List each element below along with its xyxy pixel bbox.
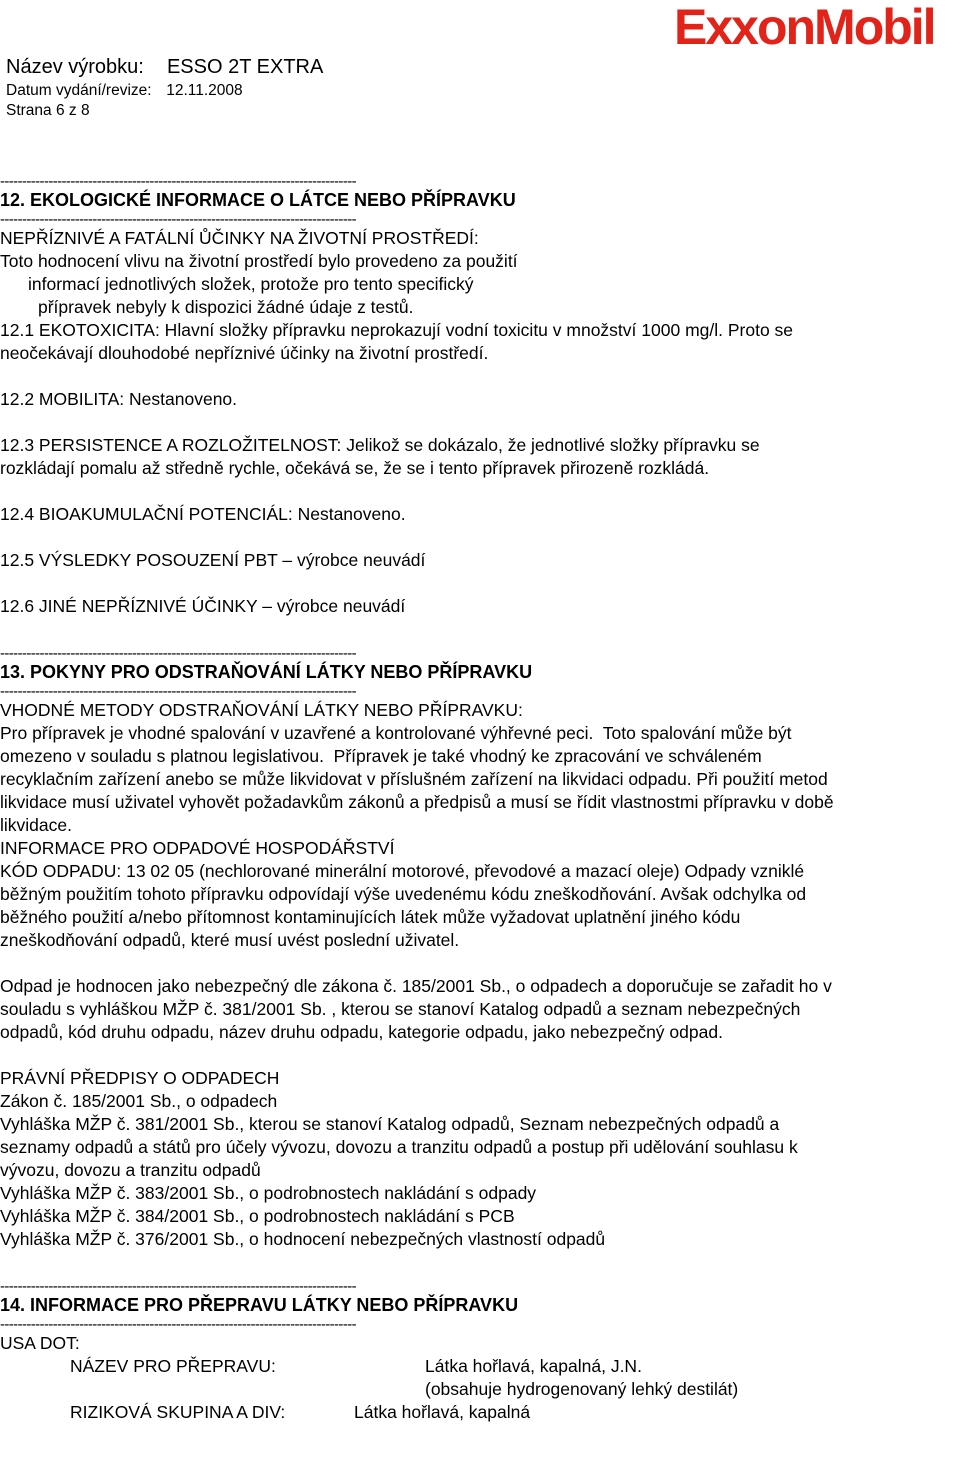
usa-dot-label: USA DOT: bbox=[0, 1333, 80, 1353]
section-12-subtitle: NEPŘÍZNIVÉ A FATÁLNÍ ŮČINKY NA ŽIVOTNÍ PROSTŘEDÍ: bbox=[0, 228, 479, 248]
page-number: Strana 6 z 8 bbox=[6, 102, 90, 119]
shipping-name-row bbox=[0, 1355, 960, 1378]
ecotoxicity-line-1: 12.1 EKOTOXICITA: Hlavní složky přípravku neprokazují vodní toxicitu v množství 1000 mg/l. Proto se bbox=[0, 320, 794, 340]
text-line: odpadů, kód druhu odpadu, název druhu odpadu, kategorie odpadu, jako nebezpečný odpad. bbox=[0, 1022, 723, 1042]
text-line: vývozu, dovozu a tranzitu odpadů bbox=[0, 1160, 261, 1180]
text-line: souladu s vyhláškou MŽP č. 381/2001 Sb. , kterou se stanoví Katalog odpadů a seznam nebezpečných bbox=[0, 999, 801, 1019]
persistence-line-1: 12.3 PERSISTENCE A ROZLOŽITELNOST: Jelikož se dokázalo, že jednotlivé složky přípravku se bbox=[0, 435, 760, 455]
text-line: seznamy odpadů a států pro účely vývozu, dovozu a tranzitu odpadů a postup při udělování souhlasu k bbox=[0, 1137, 798, 1157]
text-line: Odpad je hodnocen jako nebezpečný dle zákona č. 185/2001 Sb., o odpadech a doporučuje se zařadit ho v bbox=[0, 976, 832, 996]
text-line: omezeno v souladu s platnou legislativou. Přípravek je také vhodný ke zpracování ve schváleném bbox=[0, 746, 762, 766]
product-name-line bbox=[6, 56, 323, 79]
divider: --------------------------------------------------------------------------------- bbox=[0, 212, 357, 227]
text-line: informací jednotlivých složek, protože pro tento specifický bbox=[28, 274, 474, 294]
bioaccumulation: 12.4 BIOAKUMULAČNÍ POTENCIÁL: Nestanoveno. bbox=[0, 504, 406, 524]
document-body bbox=[0, 174, 960, 1424]
text-line: běžného použití a/nebo přítomnost kontaminujících látek může vyžadovat uplatnění jiného kódu bbox=[0, 907, 741, 927]
text-line: běžným použitím tohoto přípravku odpovídají výše uvedenému kódu zneškodňování. Avšak odchylka od bbox=[0, 884, 807, 904]
divider: --------------------------------------------------------------------------------- bbox=[0, 174, 357, 189]
logo-text: ExxonMobil bbox=[674, 0, 935, 55]
product-value: ESSO 2T EXTRA bbox=[166, 56, 324, 78]
hazard-class-label: RIZIKOVÁ SKUPINA A DIV: bbox=[70, 1402, 286, 1422]
hazard-class-row bbox=[0, 1401, 960, 1424]
text-line: Vyhláška MŽP č. 376/2001 Sb., o hodnocení nebezpečných vlastností odpadů bbox=[0, 1229, 606, 1249]
persistence-line-2: rozkládají pomalu až středně rychle, očekává se, že se i tento přípravek přirozeně rozkládá. bbox=[0, 458, 710, 478]
product-label: Název výrobku: bbox=[6, 56, 144, 78]
divider: --------------------------------------------------------------------------------- bbox=[0, 646, 357, 661]
section-14-title: 14. INFORMACE PRO PŘEPRAVU LÁTKY NEBO PŘÍPRAVKU bbox=[0, 1295, 519, 1315]
text-line: zneškodňování odpadů, které musí uvést poslední uživatel. bbox=[0, 930, 460, 950]
shipping-name-value-2: (obsahuje hydrogenovaný lehký destilát) bbox=[425, 1379, 739, 1399]
text-line: Toto hodnocení vlivu na životní prostředí bylo provedeno za použití bbox=[0, 251, 518, 271]
text-line: Vyhláška MŽP č. 381/2001 Sb., kterou se stanoví Katalog odpadů, Seznam nebezpečných odpadů a bbox=[0, 1114, 780, 1134]
text-line: Vyhláška MŽP č. 384/2001 Sb., o podrobnostech nakládání s PCB bbox=[0, 1206, 515, 1226]
section-12-title: 12. EKOLOGICKÉ INFORMACE O LÁTCE NEBO PŘÍPRAVKU bbox=[0, 190, 516, 210]
text-line: Zákon č. 185/2001 Sb., o odpadech bbox=[0, 1091, 278, 1111]
legal-heading: PRÁVNÍ PŘEDPISY O ODPADECH bbox=[0, 1068, 280, 1088]
text-line: likvidace. bbox=[0, 815, 72, 835]
date-value: 12.11.2008 bbox=[166, 82, 243, 99]
waste-info-heading: INFORMACE PRO ODPADOVÉ HOSPODÁŘSTVÍ bbox=[0, 838, 395, 858]
text-line: likvidace musí uživatel vyhovět požadavkům zákonů a předpisů a musí se řídit vlastnostmi přípravku v době bbox=[0, 792, 834, 812]
shipping-name-row-2 bbox=[0, 1378, 960, 1401]
text-line: Pro přípravek je vhodné spalování v uzavřené a kontrolované výhřevné peci. Toto spalování může být bbox=[0, 723, 792, 743]
issue-date-line bbox=[6, 82, 243, 100]
text-line: přípravek nebyly k dispozici žádné údaje z testů. bbox=[38, 297, 414, 317]
exxonmobil-logo bbox=[674, 0, 960, 55]
ecotoxicity-line-2: neočekávají dlouhodobé nepříznivé účinky na životní prostředí. bbox=[0, 343, 489, 363]
divider: --------------------------------------------------------------------------------- bbox=[0, 684, 357, 699]
other-effects: 12.6 JINÉ NEPŘÍZNIVÉ ÚČINKY – výrobce neuvádí bbox=[0, 596, 406, 616]
shipping-name-label: NÁZEV PRO PŘEPRAVU: bbox=[70, 1356, 276, 1376]
text-line: Vyhláška MŽP č. 383/2001 Sb., o podrobnostech nakládání s odpady bbox=[0, 1183, 537, 1203]
shipping-name-value: Látka hořlavá, kapalná, J.N. bbox=[425, 1356, 642, 1376]
text-line: KÓD ODPADU: 13 02 05 (nechlorované minerální motorové, převodové a mazací oleje) Odpady vzniklé bbox=[0, 861, 805, 881]
text-line: recyklačním zařízení anebo se může likvidovat v příslušném zařízení na likvidaci odpadu. Při použití metod bbox=[0, 769, 828, 789]
section-13-subtitle: VHODNÉ METODY ODSTRAŇOVÁNÍ LÁTKY NEBO PŘÍPRAVKU: bbox=[0, 700, 523, 720]
divider: --------------------------------------------------------------------------------- bbox=[0, 1279, 357, 1294]
divider: --------------------------------------------------------------------------------- bbox=[0, 1317, 357, 1332]
mobility: 12.2 MOBILITA: Nestanoveno. bbox=[0, 389, 238, 409]
hazard-class-value: Látka hořlavá, kapalná bbox=[354, 1402, 531, 1422]
date-label: Datum vydání/revize: bbox=[6, 82, 152, 99]
pbt-results: 12.5 VÝSLEDKY POSOUZENÍ PBT – výrobce neuvádí bbox=[0, 550, 426, 570]
section-13-title: 13. POKYNY PRO ODSTRAŇOVÁNÍ LÁTKY NEBO PŘÍPRAVKU bbox=[0, 662, 533, 682]
